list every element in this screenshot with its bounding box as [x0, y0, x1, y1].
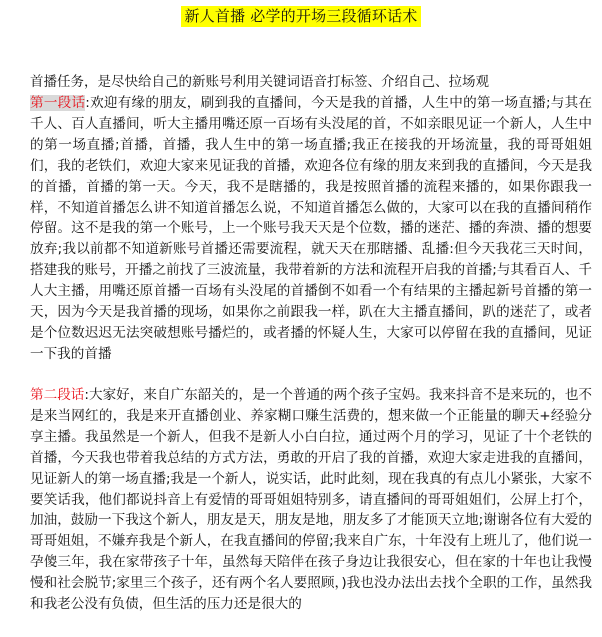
paragraph-2 [30, 385, 592, 615]
paragraph-1-label: 第一段话 [30, 95, 86, 111]
paragraph-2-text: :大家好，来自广东韶关的，是一个普通的两个孩子宝妈。我来抖音不是来玩的，也不是来当网红的，我是来开直播创业、养家糊口赚生活费的，想来做一个正能量的聊天+经验分享主播。我虽然是一个新人，但我不是新人小白白拉，通过两个月的学习，见证了十个老铁的首播，今天我也带着我总结的方式方法，勇敢的开启了我的首播，欢迎大家走进我的直播间，见证新人的第一场直播;我是一个新人，说实话，此时此刻，现在我真的有点儿小紧张，大家不要笑话我，他们都说抖音上有爱情的哥哥姐姐特别多，请直播间的哥哥姐姐们，公屏上打个，加油，鼓励一下我这个新人，朋友是天，朋友是地，朋友多了才能顶天立地;谢谢各位有大爱的哥哥姐姐，不嫌弃我是个新人，在我直播间的停留;我来自广东，十年没有上班儿了，他们说一孕傻三年，我在家带孩子十年，虽然每天陪伴在孩子身边让我很安心，但在家的十年也让我慢慢和社会脱节;家里三个孩子，还有两个名人要照顾，)我也没办法出去找个全职的工作，虽然我和我老公没有负债，但生活的压力还是很大的 [30, 387, 593, 613]
intro-line: 首播任务，是尽快给自己的新账号利用关键词语音打标签、介绍自己、拉场观 [30, 74, 489, 90]
document-title: 新人首播 必学的开场三段循环话术 [181, 6, 422, 27]
document-title-container [0, 6, 602, 27]
paragraph-2-label: 第二段话 [30, 387, 85, 403]
paragraph-1 [30, 93, 592, 365]
paragraph-1-text: :欢迎有缘的朋友，刷到我的直播间，今天是我的首播，人生中的第一场直播;与其在千人、百人直播间，听大主播用嘴还原一百场有头没尾的首，不如亲眼见证一个新人，人生中的第一场直播;首播，首播，我人生中的第一场直播;我正在接我的开场流量，我的哥哥姐姐们，我的老铁们，欢迎大家来见证我的首播，欢迎各位有缘的朋友来到我的直播间，今天是我的首播，首播的第一天。今天，我不是瞎播的，我是按照首播的流程来播的，如果你跟我一样，不知道首播怎么讲不知道首播怎么说，不知道首播怎么做的，大家可以在我的直播间稍作停留。这不是我的第一个账号，上一个账号我天天是个位数，播的迷茫、播的奔溃、播的想要放弃;我以前都不知道新账号首播还需要流程，就天天在那瞎播、乱播:但今天我花三天时间，搭建我的账号，开播之前找了三波流量，我带着新的方法和流程开启我的首播;与其看百人、千人大主播，用嘴还原首播一百场有头没尾的首播倒不如看一个有结果的主播起新号首播的第一天，因为今天是我首播的现场，如果你之前跟我一样，趴在大主播直播间，趴的迷茫了，或者是个位数迟迟无法突破想账号播烂的，或者播的怀疑人生，大家可以停留在我的直播间，见证一下我的首播 [30, 95, 592, 362]
